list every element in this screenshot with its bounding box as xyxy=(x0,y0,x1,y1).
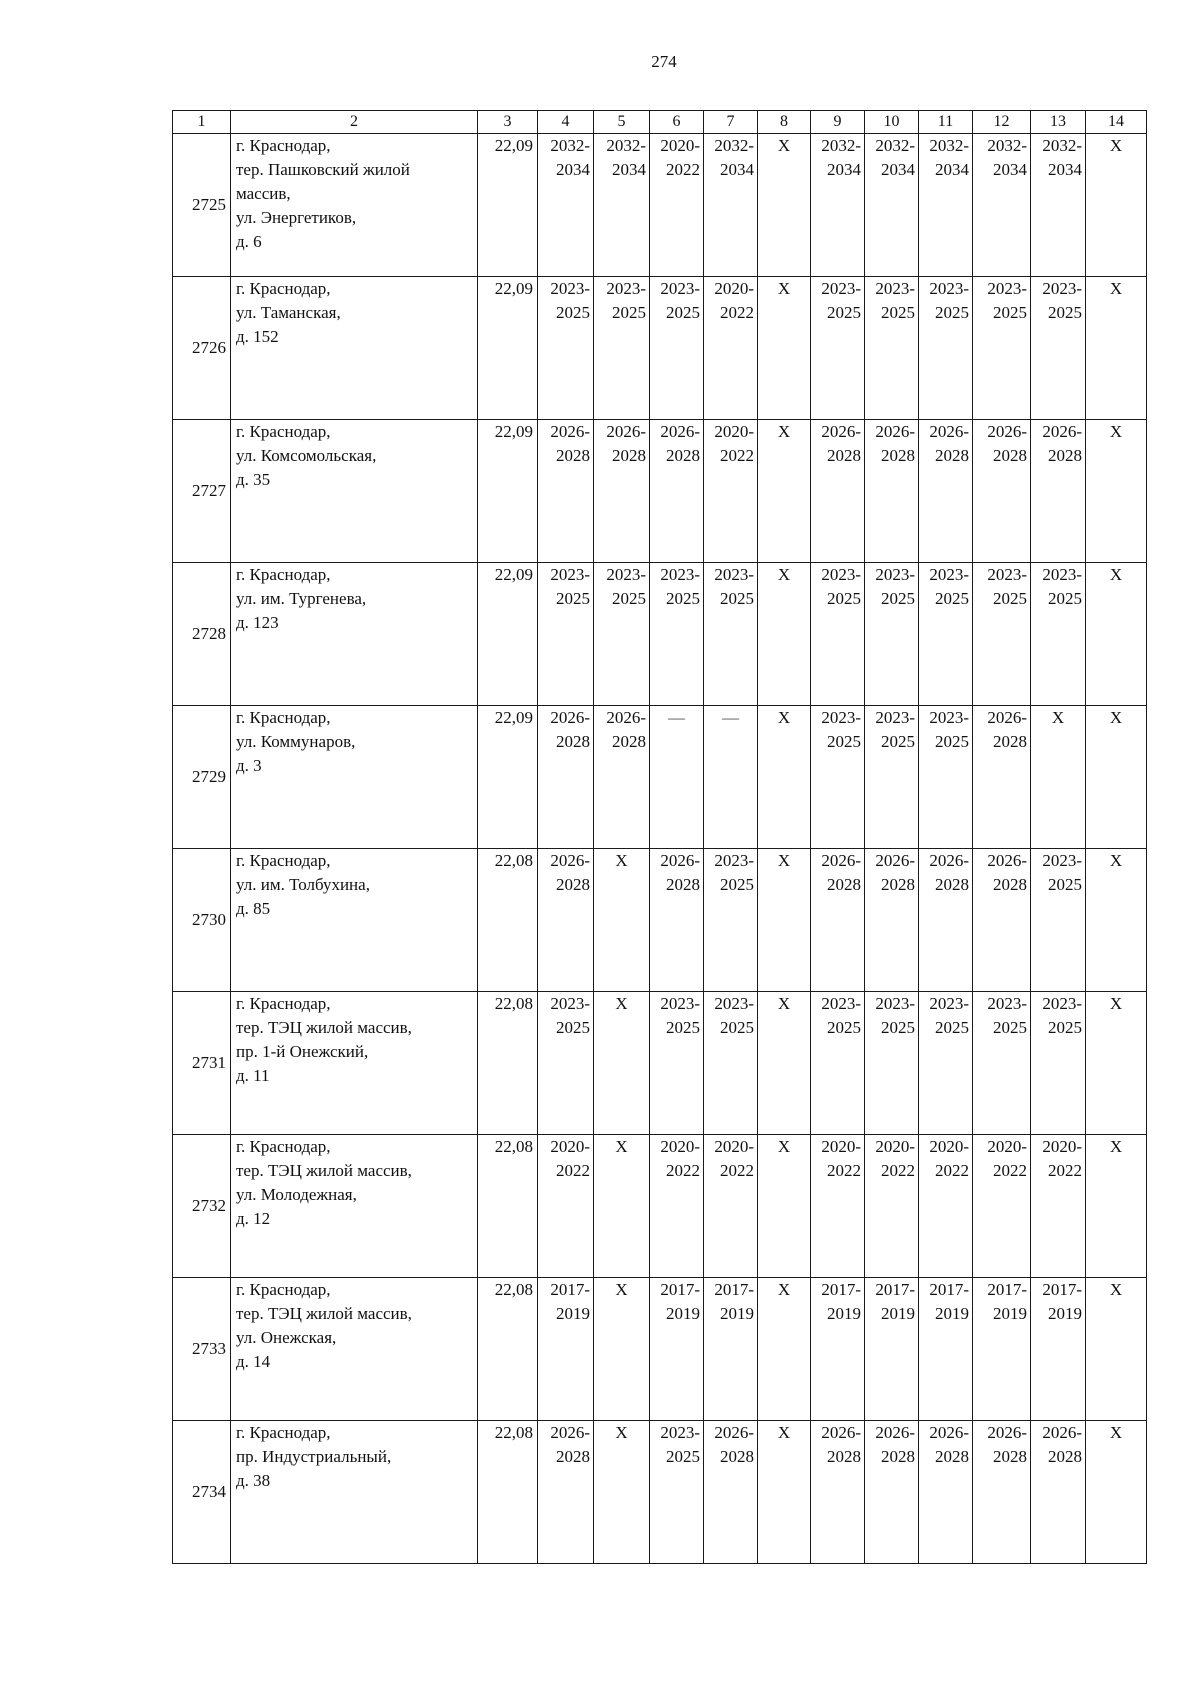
column-header-10: 10 xyxy=(865,111,919,134)
period-cell-8: Х xyxy=(758,1135,811,1278)
period-cell-9: 2026- 2028 xyxy=(811,420,865,563)
row-number-cell: 2727 xyxy=(173,420,231,563)
address-cell: г. Краснодар, ул. им. Тургенева, д. 123 xyxy=(231,563,478,706)
area-cell: 22,08 xyxy=(478,1421,538,1564)
period-cell-7: 2017- 2019 xyxy=(704,1278,758,1421)
address-cell: г. Краснодар, тер. Пашковский жилой массив, ул. Энергетиков, д. 6 xyxy=(231,134,478,277)
period-cell-14: Х xyxy=(1086,992,1147,1135)
column-header-9: 9 xyxy=(811,111,865,134)
period-cell-5: Х xyxy=(594,1421,650,1564)
period-cell-5: 2026- 2028 xyxy=(594,706,650,849)
period-cell-13: 2020- 2022 xyxy=(1031,1135,1086,1278)
period-cell-9: 2020- 2022 xyxy=(811,1135,865,1278)
period-cell-12: 2017- 2019 xyxy=(973,1278,1031,1421)
area-cell: 22,08 xyxy=(478,992,538,1135)
column-header-2: 2 xyxy=(231,111,478,134)
area-cell: 22,09 xyxy=(478,277,538,420)
period-cell-14: Х xyxy=(1086,706,1147,849)
period-cell-6: 2017- 2019 xyxy=(650,1278,704,1421)
period-cell-5: 2023- 2025 xyxy=(594,563,650,706)
period-cell-9: 2023- 2025 xyxy=(811,563,865,706)
row-number-cell: 2725 xyxy=(173,134,231,277)
table-row xyxy=(173,134,1147,277)
column-header-12: 12 xyxy=(973,111,1031,134)
period-cell-13: 2023- 2025 xyxy=(1031,992,1086,1135)
period-cell-10: 2023- 2025 xyxy=(865,706,919,849)
table-header xyxy=(173,111,1147,134)
row-number-cell: 2728 xyxy=(173,563,231,706)
period-cell-4: 2026- 2028 xyxy=(538,849,594,992)
table-row xyxy=(173,563,1147,706)
row-number-cell: 2733 xyxy=(173,1278,231,1421)
period-cell-12: 2023- 2025 xyxy=(973,992,1031,1135)
period-cell-7: 2020- 2022 xyxy=(704,420,758,563)
table-row xyxy=(173,420,1147,563)
period-cell-12: 2032- 2034 xyxy=(973,134,1031,277)
address-cell: г. Краснодар, тер. ТЭЦ жилой массив, ул. Молодежная, д. 12 xyxy=(231,1135,478,1278)
area-cell: 22,08 xyxy=(478,1135,538,1278)
area-cell: 22,08 xyxy=(478,849,538,992)
address-cell: г. Краснодар, пр. Индустриальный, д. 38 xyxy=(231,1421,478,1564)
row-number-cell: 2726 xyxy=(173,277,231,420)
period-cell-11: 2023- 2025 xyxy=(919,277,973,420)
period-cell-6: 2023- 2025 xyxy=(650,1421,704,1564)
header-row xyxy=(173,111,1147,134)
period-cell-10: 2023- 2025 xyxy=(865,992,919,1135)
period-cell-4: 2023- 2025 xyxy=(538,992,594,1135)
period-cell-4: 2017- 2019 xyxy=(538,1278,594,1421)
period-cell-6: 2020- 2022 xyxy=(650,1135,704,1278)
period-cell-11: 2023- 2025 xyxy=(919,706,973,849)
period-cell-6: 2026- 2028 xyxy=(650,420,704,563)
address-cell: г. Краснодар, ул. им. Толбухина, д. 85 xyxy=(231,849,478,992)
period-cell-13: 2023- 2025 xyxy=(1031,563,1086,706)
period-cell-5: 2032- 2034 xyxy=(594,134,650,277)
period-cell-13: 2023- 2025 xyxy=(1031,277,1086,420)
period-cell-5: Х xyxy=(594,992,650,1135)
period-cell-7: 2023- 2025 xyxy=(704,563,758,706)
period-cell-9: 2023- 2025 xyxy=(811,277,865,420)
area-cell: 22,09 xyxy=(478,706,538,849)
period-cell-14: Х xyxy=(1086,1421,1147,1564)
period-cell-11: 2032- 2034 xyxy=(919,134,973,277)
period-cell-12: 2026- 2028 xyxy=(973,706,1031,849)
period-cell-9: 2023- 2025 xyxy=(811,706,865,849)
period-cell-4: 2020- 2022 xyxy=(538,1135,594,1278)
period-cell-14: Х xyxy=(1086,134,1147,277)
row-number-cell: 2730 xyxy=(173,849,231,992)
period-cell-12: 2026- 2028 xyxy=(973,420,1031,563)
table-row xyxy=(173,706,1147,849)
period-cell-8: Х xyxy=(758,1421,811,1564)
area-cell: 22,09 xyxy=(478,134,538,277)
period-cell-8: Х xyxy=(758,849,811,992)
column-header-8: 8 xyxy=(758,111,811,134)
address-cell: г. Краснодар, ул. Комсомольская, д. 35 xyxy=(231,420,478,563)
period-cell-13: 2017- 2019 xyxy=(1031,1278,1086,1421)
period-cell-12: 2026- 2028 xyxy=(973,849,1031,992)
period-cell-5: Х xyxy=(594,1135,650,1278)
address-cell: г. Краснодар, тер. ТЭЦ жилой массив, пр. 1-й Онежский, д. 11 xyxy=(231,992,478,1135)
period-cell-6: — xyxy=(650,706,704,849)
period-cell-13: 2026- 2028 xyxy=(1031,1421,1086,1564)
period-cell-4: 2026- 2028 xyxy=(538,420,594,563)
period-cell-7: 2023- 2025 xyxy=(704,992,758,1135)
period-cell-9: 2017- 2019 xyxy=(811,1278,865,1421)
period-cell-5: Х xyxy=(594,1278,650,1421)
table-row xyxy=(173,1278,1147,1421)
period-cell-8: Х xyxy=(758,563,811,706)
period-cell-9: 2032- 2034 xyxy=(811,134,865,277)
period-cell-10: 2023- 2025 xyxy=(865,277,919,420)
period-cell-4: 2026- 2028 xyxy=(538,1421,594,1564)
row-number-cell: 2731 xyxy=(173,992,231,1135)
column-header-3: 3 xyxy=(478,111,538,134)
period-cell-14: Х xyxy=(1086,849,1147,992)
period-cell-6: 2023- 2025 xyxy=(650,992,704,1135)
period-cell-14: Х xyxy=(1086,420,1147,563)
table-row xyxy=(173,1421,1147,1564)
period-cell-10: 2023- 2025 xyxy=(865,563,919,706)
column-header-7: 7 xyxy=(704,111,758,134)
period-cell-11: 2017- 2019 xyxy=(919,1278,973,1421)
table-row xyxy=(173,849,1147,992)
period-cell-7: 2020- 2022 xyxy=(704,277,758,420)
period-cell-11: 2026- 2028 xyxy=(919,1421,973,1564)
period-cell-7: 2023- 2025 xyxy=(704,849,758,992)
period-cell-6: 2020- 2022 xyxy=(650,134,704,277)
register-table xyxy=(172,110,1147,1564)
period-cell-9: 2026- 2028 xyxy=(811,1421,865,1564)
period-cell-14: Х xyxy=(1086,277,1147,420)
period-cell-14: Х xyxy=(1086,1135,1147,1278)
period-cell-6: 2023- 2025 xyxy=(650,563,704,706)
row-number-cell: 2732 xyxy=(173,1135,231,1278)
period-cell-11: 2023- 2025 xyxy=(919,563,973,706)
period-cell-8: Х xyxy=(758,277,811,420)
period-cell-10: 2026- 2028 xyxy=(865,420,919,563)
period-cell-5: 2023- 2025 xyxy=(594,277,650,420)
period-cell-10: 2017- 2019 xyxy=(865,1278,919,1421)
period-cell-10: 2026- 2028 xyxy=(865,849,919,992)
period-cell-7: 2026- 2028 xyxy=(704,1421,758,1564)
table-row xyxy=(173,992,1147,1135)
column-header-11: 11 xyxy=(919,111,973,134)
period-cell-8: Х xyxy=(758,706,811,849)
page-number: 274 xyxy=(651,52,677,71)
period-cell-7: 2020- 2022 xyxy=(704,1135,758,1278)
area-cell: 22,08 xyxy=(478,1278,538,1421)
period-cell-8: Х xyxy=(758,992,811,1135)
period-cell-8: Х xyxy=(758,134,811,277)
period-cell-11: 2020- 2022 xyxy=(919,1135,973,1278)
period-cell-10: 2032- 2034 xyxy=(865,134,919,277)
period-cell-6: 2026- 2028 xyxy=(650,849,704,992)
period-cell-4: 2026- 2028 xyxy=(538,706,594,849)
address-cell: г. Краснодар, ул. Коммунаров, д. 3 xyxy=(231,706,478,849)
period-cell-12: 2020- 2022 xyxy=(973,1135,1031,1278)
period-cell-6: 2023- 2025 xyxy=(650,277,704,420)
period-cell-4: 2023- 2025 xyxy=(538,277,594,420)
period-cell-8: Х xyxy=(758,420,811,563)
period-cell-12: 2023- 2025 xyxy=(973,563,1031,706)
period-cell-14: Х xyxy=(1086,563,1147,706)
column-header-14: 14 xyxy=(1086,111,1147,134)
period-cell-7: — xyxy=(704,706,758,849)
period-cell-12: 2026- 2028 xyxy=(973,1421,1031,1564)
column-header-1: 1 xyxy=(173,111,231,134)
period-cell-5: Х xyxy=(594,849,650,992)
period-cell-10: 2020- 2022 xyxy=(865,1135,919,1278)
column-header-5: 5 xyxy=(594,111,650,134)
table-body xyxy=(173,134,1147,1564)
period-cell-7: 2032- 2034 xyxy=(704,134,758,277)
table-row xyxy=(173,277,1147,420)
column-header-13: 13 xyxy=(1031,111,1086,134)
area-cell: 22,09 xyxy=(478,420,538,563)
period-cell-13: 2032- 2034 xyxy=(1031,134,1086,277)
row-number-cell: 2729 xyxy=(173,706,231,849)
period-cell-11: 2026- 2028 xyxy=(919,420,973,563)
row-number-cell: 2734 xyxy=(173,1421,231,1564)
period-cell-9: 2023- 2025 xyxy=(811,992,865,1135)
period-cell-5: 2026- 2028 xyxy=(594,420,650,563)
period-cell-14: Х xyxy=(1086,1278,1147,1421)
period-cell-8: Х xyxy=(758,1278,811,1421)
period-cell-4: 2032- 2034 xyxy=(538,134,594,277)
table-row xyxy=(173,1135,1147,1278)
period-cell-13: 2023- 2025 xyxy=(1031,849,1086,992)
period-cell-12: 2023- 2025 xyxy=(973,277,1031,420)
column-header-6: 6 xyxy=(650,111,704,134)
area-cell: 22,09 xyxy=(478,563,538,706)
column-header-4: 4 xyxy=(538,111,594,134)
period-cell-13: 2026- 2028 xyxy=(1031,420,1086,563)
period-cell-9: 2026- 2028 xyxy=(811,849,865,992)
period-cell-4: 2023- 2025 xyxy=(538,563,594,706)
address-cell: г. Краснодар, ул. Таманская, д. 152 xyxy=(231,277,478,420)
period-cell-11: 2023- 2025 xyxy=(919,992,973,1135)
period-cell-13: Х xyxy=(1031,706,1086,849)
period-cell-11: 2026- 2028 xyxy=(919,849,973,992)
address-cell: г. Краснодар, тер. ТЭЦ жилой массив, ул. Онежская, д. 14 xyxy=(231,1278,478,1421)
period-cell-10: 2026- 2028 xyxy=(865,1421,919,1564)
